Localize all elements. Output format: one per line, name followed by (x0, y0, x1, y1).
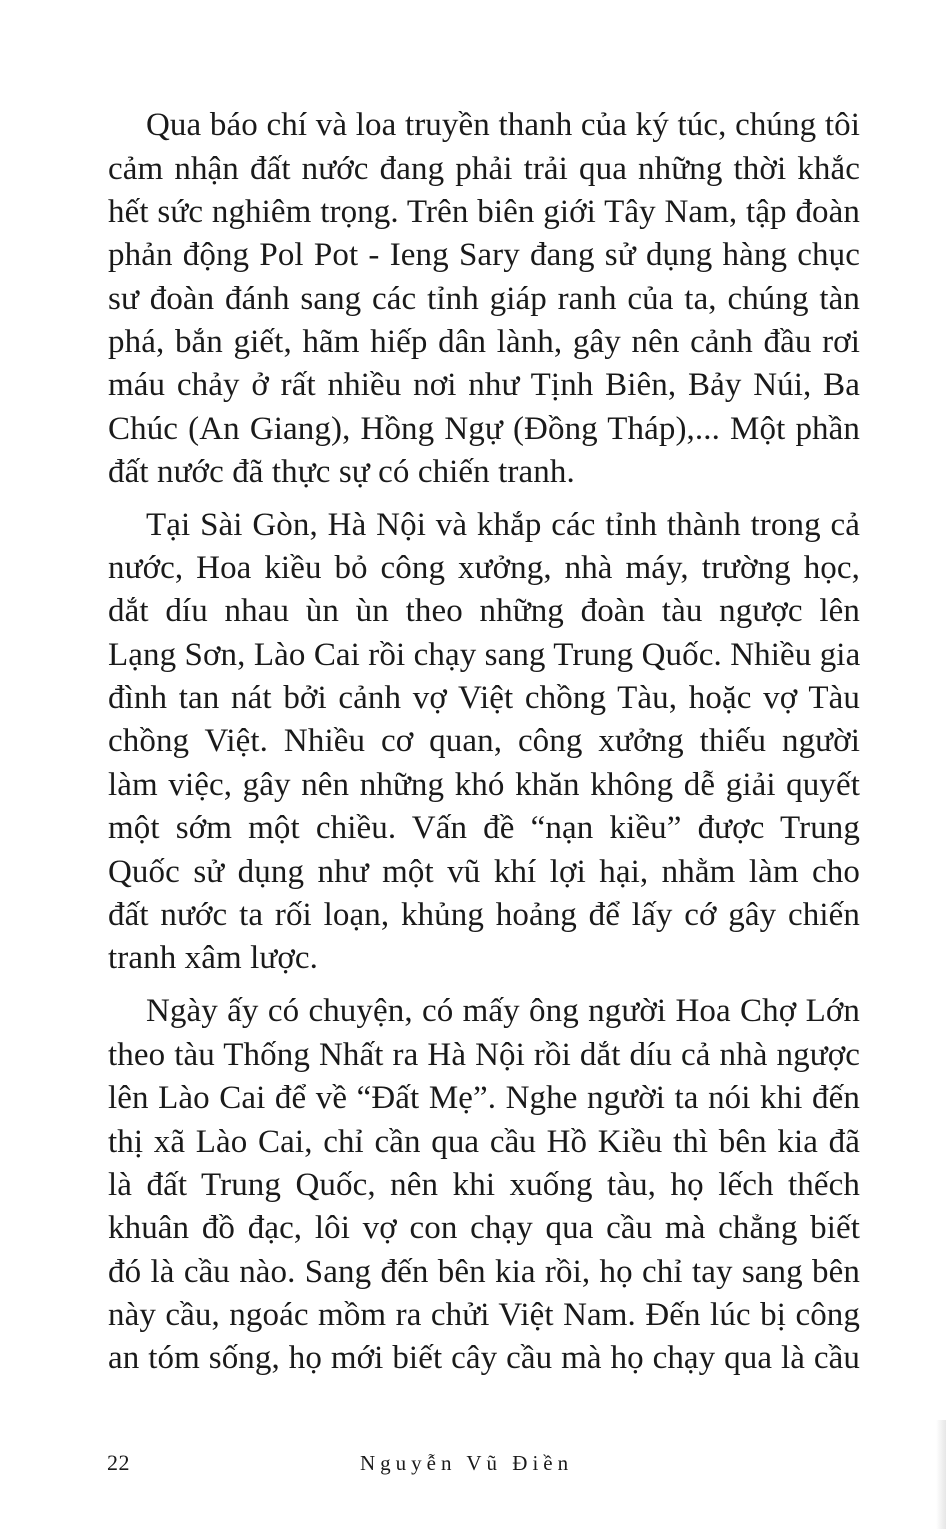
text-line: lên Lào Cai để về “Đất Mẹ”. Nghe người ta nói khi đến (108, 1080, 860, 1116)
text-line: Qua báo chí và loa truyền thanh của ký túc, chúng tôi (146, 107, 860, 143)
text-line: cảm nhận đất nước đang phải trải qua những thời khắc (108, 151, 860, 187)
text-line: đình tan nát bởi cảnh vợ Việt chồng Tàu, hoặc vợ Tàu (108, 680, 860, 716)
text-line: thị xã Lào Cai, chỉ cần qua cầu Hồ Kiều thì bên kia đã (108, 1124, 860, 1160)
text-line: theo tàu Thống Nhất ra Hà Nội rồi dắt díu cả nhà ngược (108, 1037, 860, 1073)
text-line: hết sức nghiêm trọng. Trên biên giới Tây Nam, tập đoàn (108, 194, 860, 230)
page-number: 22 (107, 1450, 130, 1475)
text-line: nước, Hoa kiều bỏ công xưởng, nhà máy, trường học, (108, 550, 860, 586)
running-footer-author: Nguyễn Vũ Điền (360, 1451, 574, 1475)
text-line: máu chảy ở rất nhiều nơi như Tịnh Biên, Bảy Núi, Ba (108, 367, 860, 403)
text-line: đất nước đã thực sự có chiến tranh. (108, 454, 575, 490)
text-line: đất nước ta rối loạn, khủng hoảng để lấy cớ gây chiến (108, 897, 860, 933)
text-line: làm việc, gây nên những khó khăn không dễ giải quyết (108, 767, 860, 803)
text-line: là đất Trung Quốc, nên khi xuống tàu, họ lếch thếch (108, 1167, 860, 1203)
text-line: sư đoàn đánh sang các tỉnh giáp ranh của ta, chúng tàn (108, 281, 860, 317)
text-line: phá, bắn giết, hãm hiếp dân lành, gây nên cảnh đầu rơi (108, 324, 860, 360)
text-line: Lạng Sơn, Lào Cai rồi chạy sang Trung Quốc. Nhiều gia (108, 637, 861, 673)
text-line: dắt díu nhau ùn ùn theo những đoàn tàu ngược lên (108, 593, 860, 629)
text-line: khuân đồ đạc, lôi vợ con chạy qua cầu mà chẳng biết (108, 1210, 860, 1246)
text-line: này cầu, ngoác mồm ra chửi Việt Nam. Đến lúc bị công (108, 1297, 860, 1333)
text-line: một sớm một chiều. Vấn đề “nạn kiều” được Trung (108, 810, 860, 846)
page-edge-shadow (936, 1420, 946, 1529)
text-line: Chúc (An Giang), Hồng Ngự (Đồng Tháp),... Một phần (108, 411, 860, 447)
text-line: Ngày ấy có chuyện, có mấy ông người Hoa Chợ Lớn (146, 993, 860, 1029)
text-line: tranh xâm lược. (108, 940, 319, 976)
text-line: phản động Pol Pot - Ieng Sary đang sử dụng hàng chục (108, 237, 860, 273)
text-line: Quốc sử dụng như một vũ khí lợi hại, nhằm làm cho (108, 854, 860, 890)
text-line: Tại Sài Gòn, Hà Nội và khắp các tỉnh thành trong cả (146, 507, 860, 543)
text-line: an tóm sống, họ mới biết cây cầu mà họ chạy qua là cầu (108, 1340, 860, 1376)
text-line: đó là cầu nào. Sang đến bên kia rồi, họ chỉ tay sang bên (108, 1254, 860, 1290)
text-line: chồng Việt. Nhiều cơ quan, công xưởng thiếu người (108, 723, 860, 759)
